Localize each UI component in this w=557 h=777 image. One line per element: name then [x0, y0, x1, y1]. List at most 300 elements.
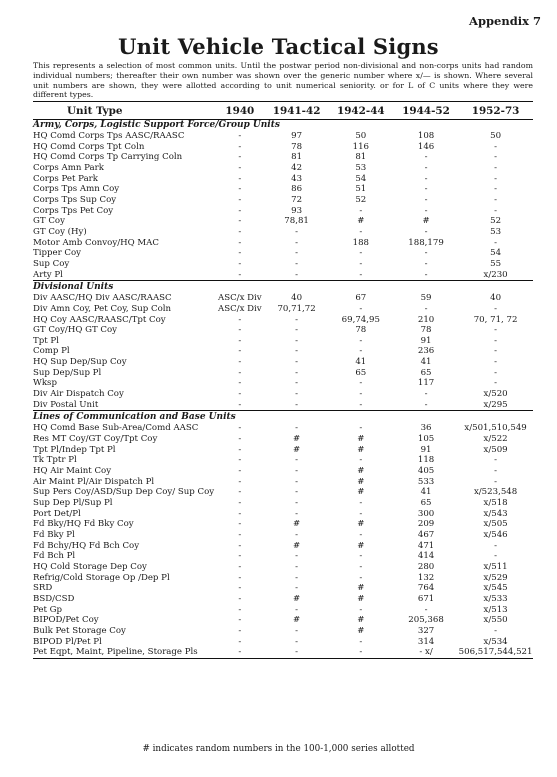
sign-number-cell: - — [424, 399, 428, 410]
unit-type-cell: Air Maint Pl/Air Dispatch Pl — [33, 476, 155, 487]
unit-type-cell: Comp Pl — [33, 346, 70, 357]
sign-number-cell: 533 — [417, 476, 435, 487]
sign-number-cell: 50 — [355, 131, 367, 141]
sign-number-cell: # — [422, 216, 430, 227]
sign-number-cell: # — [293, 593, 301, 604]
unit-type-cell: Div Amn Coy, Pet Coy, Sup Coln — [33, 303, 172, 314]
table-row — [33, 325, 533, 336]
sign-number-cell: x/545 — [483, 583, 508, 594]
sign-number-cell: - — [238, 357, 242, 368]
unit-type-cell: Sup Coy — [33, 258, 70, 269]
sign-number-cell: - — [238, 152, 242, 163]
sign-number-cell: - — [295, 551, 299, 562]
sign-number-cell: - — [494, 184, 498, 195]
table-row — [33, 270, 533, 281]
sign-number-cell: - — [494, 378, 498, 389]
sign-number-cell: # — [293, 615, 301, 626]
sign-number-cell: - — [238, 444, 242, 455]
sign-number-cell: - — [328, 647, 394, 658]
table-row — [33, 583, 533, 594]
sign-number-cell: 105 — [417, 434, 435, 445]
unit-type-cell: Corps Amn Park — [33, 162, 104, 173]
sign-number-cell: - — [424, 184, 428, 195]
sign-number-cell: - — [295, 258, 299, 269]
sign-number-cell: - — [295, 508, 299, 519]
sign-number-cell: - — [359, 604, 363, 615]
page-title: Unit Vehicle Tactical Signs — [118, 34, 439, 59]
sign-number-cell: - — [238, 194, 242, 205]
sign-number-cell: - — [494, 455, 498, 466]
sign-number-cell: 188,179 — [408, 237, 444, 248]
sign-number-cell: - — [494, 237, 498, 248]
sign-number-cell: x/520 — [483, 389, 508, 400]
table-row — [33, 498, 533, 509]
sign-number-cell: - — [359, 346, 363, 357]
sign-number-cell: 42 — [291, 162, 303, 173]
section-heading: Divisional Units — [33, 281, 533, 294]
table-row — [33, 346, 533, 357]
table-row — [33, 423, 533, 434]
col-header-unit-type: Unit Type — [33, 102, 214, 120]
table-row — [33, 477, 533, 488]
sign-number-cell: # — [357, 583, 365, 594]
table-row — [33, 466, 533, 477]
sign-number-cell: x/505 — [483, 519, 508, 530]
unit-type-cell: Pet Eqpt, Maint, Pipeline, Storage Pls — [33, 647, 214, 658]
sign-number-cell: x/511 — [483, 561, 508, 572]
sign-number-cell: - — [238, 455, 242, 466]
unit-type-cell: HQ Cold Storage Dep Coy — [33, 561, 147, 572]
sign-number-cell: 467 — [417, 529, 435, 540]
unit-type-cell: Corps Tps Sup Coy — [33, 194, 117, 205]
sign-number-cell: - — [238, 131, 242, 141]
sign-number-cell: x/230 — [483, 269, 508, 280]
sign-number-cell: x/523,548 — [473, 487, 518, 498]
sign-number-cell: - — [494, 335, 498, 346]
section-heading-row — [33, 411, 533, 424]
table-row — [33, 594, 533, 605]
sign-number-cell: # — [357, 466, 365, 477]
sign-number-cell: - — [295, 357, 299, 368]
sign-number-cell: - — [359, 226, 363, 237]
intro-paragraph: This represents a selection of most common units. Until the postwar period non-divisional and non-corps units had random individual numbers; thereafter their own number was shown over the generic number where x/— is shown. Where several unit numbers are shown, they were allotted according to unit numerical seniority. or for L of C units where they were different types. — [33, 61, 533, 100]
sign-number-cell: - — [424, 248, 428, 259]
sign-number-cell: - — [295, 498, 299, 508]
table-row — [33, 248, 533, 259]
sign-number-cell: - — [295, 625, 299, 636]
section-heading-row — [33, 120, 533, 132]
sign-number-cell: # — [293, 444, 301, 455]
unit-type-cell: Tk Tptr Pl — [33, 455, 77, 466]
sign-number-cell: - — [295, 378, 299, 389]
sign-number-cell: - — [295, 476, 299, 487]
sign-number-cell: x/522 — [483, 434, 508, 445]
table-row — [33, 315, 533, 326]
table-row — [33, 131, 533, 142]
unit-type-cell: GT Coy/HQ GT Coy — [33, 325, 118, 336]
sign-number-cell: - — [424, 152, 428, 163]
sign-number-cell: 50 — [490, 131, 502, 141]
sign-number-cell: 506,517,544,521 — [458, 647, 533, 658]
sign-number-cell: - — [238, 269, 242, 280]
sign-number-cell: - — [359, 508, 363, 519]
sign-number-cell: - — [359, 378, 363, 389]
col-header-1952-73: 1952-73 — [458, 102, 533, 120]
sign-number-cell: 72 — [291, 194, 303, 205]
sign-number-cell: 205,368 — [408, 615, 444, 626]
sign-number-cell: 81 — [291, 152, 303, 163]
sign-number-cell: - — [359, 529, 363, 540]
table-row — [33, 357, 533, 368]
table-row — [33, 238, 533, 249]
sign-number-cell: - — [238, 226, 242, 237]
sign-number-cell: 65 — [355, 367, 367, 378]
table-row — [33, 647, 533, 658]
sign-number-cell: x/543 — [483, 508, 508, 519]
sign-number-cell: # — [293, 434, 301, 445]
unit-type-cell: GT Coy — [33, 216, 65, 227]
table-row — [33, 368, 533, 379]
sign-number-cell: - — [424, 604, 428, 615]
sign-number-cell: - — [494, 367, 498, 378]
sign-number-cell: - — [424, 303, 428, 314]
sign-number-cell: 43 — [291, 173, 303, 184]
sign-number-cell: x/546 — [483, 529, 508, 540]
sign-number-cell: 405 — [417, 466, 435, 477]
sign-number-cell: 53 — [490, 226, 502, 237]
sign-number-cell: - — [238, 258, 242, 269]
sign-number-cell: - — [295, 325, 299, 336]
sign-number-cell: x/518 — [483, 498, 508, 508]
sign-number-cell: - — [424, 173, 428, 184]
unit-type-cell: HQ Comd Base Sub-Area/Comd AASC — [33, 423, 199, 434]
unit-type-cell: Tipper Coy — [33, 248, 82, 259]
sign-number-cell: - — [494, 357, 498, 368]
sign-number-cell: - — [238, 551, 242, 562]
sign-number-cell: - — [214, 647, 265, 658]
sign-number-cell: - — [238, 583, 242, 594]
sign-number-cell: # — [357, 540, 365, 551]
sign-number-cell: 81 — [355, 152, 367, 163]
sign-number-cell: - — [295, 487, 299, 498]
sign-number-cell: 300 — [417, 508, 435, 519]
appendix-label: Appendix 7 — [469, 14, 541, 28]
sign-number-cell: # — [293, 519, 301, 530]
unit-type-cell: BSD/CSD — [33, 593, 75, 604]
table-row — [33, 455, 533, 466]
table-row — [33, 487, 533, 498]
sign-number-cell: - — [494, 194, 498, 205]
sign-number-cell: - — [295, 346, 299, 357]
sign-number-cell: - — [359, 205, 363, 216]
sign-number-cell: x/513 — [483, 604, 508, 615]
sign-number-cell: - — [238, 423, 242, 434]
sign-number-cell: ASC/x Div — [218, 303, 262, 314]
sign-number-cell: - — [295, 466, 299, 477]
table-header-row — [33, 102, 533, 120]
sign-number-cell: - — [359, 389, 363, 400]
sign-number-cell: 54 — [490, 248, 502, 259]
sign-number-cell: - — [295, 237, 299, 248]
sign-number-cell: - — [238, 399, 242, 410]
table-row — [33, 206, 533, 217]
section-heading-row — [33, 281, 533, 294]
sign-number-cell: 78 — [355, 325, 367, 336]
sign-number-cell: x/295 — [483, 399, 508, 410]
sign-number-cell: - x/ — [394, 647, 458, 658]
sign-number-cell: - — [359, 269, 363, 280]
sign-number-cell: - — [295, 399, 299, 410]
unit-type-cell: SRD — [33, 583, 53, 594]
unit-type-cell: Div Air Dispatch Coy — [33, 389, 124, 400]
sign-number-cell: # — [357, 625, 365, 636]
sign-number-cell: 117 — [417, 378, 435, 389]
sign-number-cell: - — [424, 258, 428, 269]
sign-number-cell: - — [238, 604, 242, 615]
sign-number-cell: - — [238, 476, 242, 487]
sign-number-cell: 146 — [417, 141, 435, 152]
unit-type-cell: Corps Tps Pet Coy — [33, 205, 114, 216]
table-row — [33, 551, 533, 562]
sign-number-cell: # — [357, 476, 365, 487]
unit-type-cell: Div Postal Unit — [33, 399, 99, 410]
table-row — [33, 573, 533, 584]
sign-number-cell: - — [295, 636, 299, 647]
sign-number-cell: - — [494, 466, 498, 477]
signs-table — [33, 101, 533, 659]
sign-number-cell: # — [357, 615, 365, 626]
unit-type-cell: Sup Dep/Sup Pl — [33, 367, 102, 378]
unit-type-cell: Res MT Coy/GT Coy/Tpt Coy — [33, 434, 158, 445]
table-row — [33, 142, 533, 153]
sign-number-cell: # — [293, 540, 301, 551]
table-row — [33, 195, 533, 206]
sign-number-cell: - — [238, 615, 242, 626]
sign-number-cell: 52 — [490, 216, 502, 227]
sign-number-cell: - — [359, 572, 363, 583]
sign-number-cell: - — [359, 636, 363, 647]
sign-number-cell: - — [494, 152, 498, 163]
sign-number-cell: - — [494, 325, 498, 336]
sign-number-cell: - — [238, 325, 242, 336]
unit-type-cell: Sup Dep Pl/Sup Pl — [33, 498, 113, 508]
sign-number-cell: 78 — [420, 325, 432, 336]
sign-number-cell: 671 — [417, 593, 435, 604]
sign-number-cell: 764 — [417, 583, 435, 594]
unit-type-cell: Refrig/Cold Storage Op /Dep Pl — [33, 572, 170, 583]
sign-number-cell: 108 — [417, 131, 435, 141]
unit-type-cell: Pet Gp — [33, 604, 63, 615]
sign-number-cell: 471 — [417, 540, 435, 551]
sign-number-cell: 236 — [417, 346, 435, 357]
sign-number-cell: - — [359, 561, 363, 572]
sign-number-cell: 53 — [355, 162, 367, 173]
sign-number-cell: - — [238, 248, 242, 259]
sign-number-cell: x/501,510,549 — [464, 423, 527, 434]
table-row — [33, 293, 533, 304]
sign-number-cell: x/533 — [483, 593, 508, 604]
sign-number-cell: - — [494, 205, 498, 216]
sign-number-cell: - — [359, 498, 363, 508]
sign-number-cell: 41 — [420, 357, 432, 368]
table-row — [33, 434, 533, 445]
sign-number-cell: - — [424, 162, 428, 173]
sign-number-cell: - — [238, 529, 242, 540]
unit-type-cell: Fd Bch Pl — [33, 551, 76, 562]
sign-number-cell: # — [357, 519, 365, 530]
table-row — [33, 389, 533, 400]
sign-number-cell: - — [295, 604, 299, 615]
sign-number-cell: - — [424, 389, 428, 400]
table-row — [33, 216, 533, 227]
sign-number-cell: - — [295, 226, 299, 237]
sign-number-cell: - — [295, 455, 299, 466]
unit-type-cell: HQ Comd Corps Tp Carrying Coln — [33, 152, 183, 163]
sign-number-cell: - — [295, 572, 299, 583]
sign-number-cell: - — [295, 561, 299, 572]
sign-number-cell: - — [238, 434, 242, 445]
sign-number-cell: - — [424, 226, 428, 237]
sign-number-cell: 65 — [420, 498, 432, 508]
sign-number-cell: - — [266, 647, 328, 658]
table-row — [33, 626, 533, 637]
table-row — [33, 530, 533, 541]
unit-type-cell: Corps Pet Park — [33, 173, 99, 184]
sign-number-cell: 210 — [417, 314, 435, 325]
unit-type-cell: Arty Pl — [33, 269, 63, 280]
unit-type-cell: Fd Bky/HQ Fd Bky Coy — [33, 519, 134, 530]
unit-type-cell: GT Coy (Hy) — [33, 226, 87, 237]
sign-number-cell: - — [494, 625, 498, 636]
sign-number-cell: 97 — [291, 131, 303, 141]
sign-number-cell: - — [295, 529, 299, 540]
sign-number-cell: - — [295, 314, 299, 325]
sign-number-cell: # — [357, 216, 365, 227]
sign-number-cell: - — [238, 636, 242, 647]
sign-number-cell: - — [359, 399, 363, 410]
sign-number-cell: 69,74,95 — [341, 314, 380, 325]
sign-number-cell: - — [295, 269, 299, 280]
sign-number-cell: x/509 — [483, 444, 508, 455]
sign-number-cell: - — [238, 466, 242, 477]
unit-type-cell: BIPOD Pl/Pet Pl — [33, 636, 102, 647]
sign-number-cell: - — [238, 314, 242, 325]
sign-number-cell: - — [295, 335, 299, 346]
sign-number-cell: - — [238, 237, 242, 248]
unit-type-cell: HQ Comd Corps Tpt Coln — [33, 141, 145, 152]
sign-number-cell: - — [359, 455, 363, 466]
sign-number-cell: 86 — [291, 184, 303, 195]
sign-number-cell: - — [494, 540, 498, 551]
sign-number-cell: 132 — [417, 572, 435, 583]
unit-type-cell: HQ Sup Dep/Sup Coy — [33, 357, 127, 368]
col-header-1941-42: 1941-42 — [266, 102, 328, 120]
unit-type-cell: HQ Coy AASC/RAASC/Tpt Coy — [33, 314, 166, 325]
table-body — [33, 120, 533, 659]
unit-type-cell: Div AASC/HQ Div AASC/RAASC — [33, 293, 172, 304]
sign-number-cell: - — [238, 162, 242, 173]
sign-number-cell: - — [494, 162, 498, 173]
table-row — [33, 259, 533, 270]
sign-number-cell: - — [238, 508, 242, 519]
unit-type-cell: BIPOD/Pet Coy — [33, 615, 99, 626]
sign-number-cell: - — [238, 519, 242, 530]
sign-number-cell: 40 — [291, 293, 303, 304]
sign-number-cell: - — [494, 476, 498, 487]
sign-number-cell: - — [238, 367, 242, 378]
footnote: # indicates random numbers in the 100-1,000 series allotted — [142, 744, 415, 754]
unit-type-cell: Tpt Pl — [33, 335, 59, 346]
sign-number-cell: - — [295, 423, 299, 434]
col-header-1940: 1940 — [214, 102, 265, 120]
table-row — [33, 152, 533, 163]
sign-number-cell: - — [238, 378, 242, 389]
unit-type-cell: Sup Pers Coy/ASD/Sup Dep Coy/ Sup Coy — [33, 487, 215, 498]
sign-number-cell: 280 — [417, 561, 435, 572]
sign-number-cell: - — [238, 625, 242, 636]
table-row — [33, 184, 533, 195]
sign-number-cell: 314 — [417, 636, 435, 647]
sign-number-cell: 209 — [417, 519, 435, 530]
sign-number-cell: # — [357, 444, 365, 455]
sign-number-cell: 41 — [355, 357, 367, 368]
sign-number-cell: - — [359, 258, 363, 269]
sign-number-cell: 70,71,72 — [277, 303, 316, 314]
sign-number-cell: - — [238, 184, 242, 195]
unit-type-cell: HQ Air Maint Coy — [33, 466, 112, 477]
sign-number-cell: 91 — [420, 335, 432, 346]
sign-number-cell: 414 — [417, 551, 435, 562]
sign-number-cell: - — [295, 583, 299, 594]
sign-number-cell: # — [357, 593, 365, 604]
sign-number-cell: - — [238, 572, 242, 583]
sign-number-cell: 59 — [420, 293, 432, 304]
sign-number-cell: 67 — [355, 293, 367, 304]
sign-number-cell: - — [295, 389, 299, 400]
sign-number-cell: - — [359, 303, 363, 314]
section-heading: Lines of Communication and Base Units — [33, 411, 533, 424]
sign-number-cell: 54 — [355, 173, 367, 184]
table-row — [33, 541, 533, 552]
sign-number-cell: - — [238, 335, 242, 346]
sign-number-cell: - — [295, 248, 299, 259]
sign-number-cell: - — [494, 303, 498, 314]
sign-number-cell: - — [494, 346, 498, 357]
sign-number-cell: 40 — [490, 293, 502, 304]
sign-number-cell: - — [295, 367, 299, 378]
sign-number-cell: - — [424, 269, 428, 280]
section-heading: Army, Corps, Logistic Support Force/Group Units — [33, 120, 280, 131]
sign-number-cell: - — [238, 173, 242, 184]
sign-number-cell: - — [238, 593, 242, 604]
unit-type-cell: HQ Comd Corps Tps AASC/RAASC — [33, 131, 185, 141]
unit-type-cell: Tpt Pl/Indep Tpt Pl — [33, 444, 116, 455]
sign-number-cell: 70, 71, 72 — [473, 314, 518, 325]
unit-type-cell: Fd Bchy/HQ Fd Bch Coy — [33, 540, 140, 551]
sign-number-cell: - — [359, 335, 363, 346]
sign-number-cell: 118 — [417, 455, 435, 466]
unit-type-cell: Wksp — [33, 378, 57, 389]
sign-number-cell: - — [238, 540, 242, 551]
table-row — [33, 605, 533, 616]
sign-number-cell: - — [424, 194, 428, 205]
sign-number-cell: 52 — [355, 194, 367, 205]
table-row — [33, 227, 533, 238]
sign-number-cell: 41 — [420, 487, 432, 498]
sign-number-cell: - — [238, 561, 242, 572]
sign-number-cell: # — [357, 434, 365, 445]
sign-number-cell: - — [238, 141, 242, 152]
